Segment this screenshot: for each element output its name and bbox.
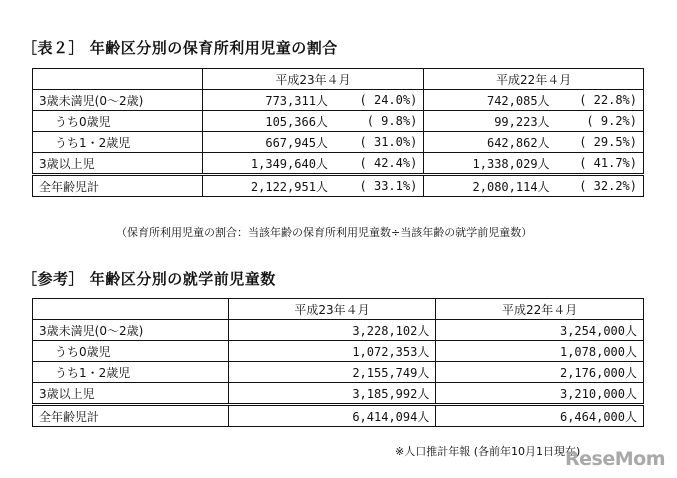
h23-count: 3,185,992人 xyxy=(228,383,436,405)
resemom-logo: ReseMom xyxy=(565,448,665,470)
row-label: 3歳未満児(0～2歳) xyxy=(33,90,203,111)
table-header-row xyxy=(33,69,644,90)
h22-count: 2,080,114人 xyxy=(424,175,556,197)
h23-ratio: ( 9.8%) xyxy=(334,111,424,132)
h22-count: 1,338,029人 xyxy=(424,153,556,175)
table1-note: （保育所利用児童の割合：当該年齢の保育所利用児童数÷当該年齢の就学前児童数） xyxy=(116,226,533,239)
header-h22: 平成22年４月 xyxy=(436,299,644,320)
h23-count: 2,122,951人 xyxy=(202,175,334,197)
h22-count: 742,085人 xyxy=(424,90,556,111)
table-row xyxy=(33,132,644,153)
header-h22: 平成22年４月 xyxy=(424,69,644,90)
preschool-children-table xyxy=(32,298,644,427)
header-blank xyxy=(33,299,229,320)
header-blank xyxy=(33,69,203,90)
row-label: 全年齢児計 xyxy=(33,405,229,427)
row-label: 全年齢児計 xyxy=(33,175,203,197)
table-row xyxy=(33,362,644,383)
h22-ratio: ( 22.8%) xyxy=(556,90,644,111)
header-h23: 平成23年４月 xyxy=(202,69,424,90)
h23-count: 1,349,640人 xyxy=(202,153,334,175)
table-header-row xyxy=(33,299,644,320)
h22-ratio: ( 41.7%) xyxy=(556,153,644,175)
table-row xyxy=(33,341,644,362)
h23-count: 2,155,749人 xyxy=(228,362,436,383)
row-label: 3歳以上児 xyxy=(33,383,229,405)
h23-ratio: ( 42.4%) xyxy=(334,153,424,175)
table-row xyxy=(33,320,644,341)
header-h23: 平成23年４月 xyxy=(228,299,436,320)
h23-ratio: ( 31.0%) xyxy=(334,132,424,153)
table-row xyxy=(33,90,644,111)
table1-title: ［表２］ 年齢区分別の保育所利用児童の割合 xyxy=(22,39,338,57)
row-label: うち1・2歳児 xyxy=(33,132,203,153)
h22-count: 99,223人 xyxy=(424,111,556,132)
h23-ratio: ( 24.0%) xyxy=(334,90,424,111)
h22-count: 1,078,000人 xyxy=(436,341,644,362)
row-label: うち1・2歳児 xyxy=(33,362,229,383)
h22-ratio: ( 29.5%) xyxy=(556,132,644,153)
h23-count: 667,945人 xyxy=(202,132,334,153)
h22-count: 642,862人 xyxy=(424,132,556,153)
h22-ratio: ( 9.2%) xyxy=(556,111,644,132)
h22-count: 3,210,000人 xyxy=(436,383,644,405)
h23-count: 3,228,102人 xyxy=(228,320,436,341)
table-row xyxy=(33,111,644,132)
table2-title: ［参考］ 年齢区分別の就学前児童数 xyxy=(22,270,276,288)
h22-ratio: ( 32.2%) xyxy=(556,175,644,197)
h22-count: 6,464,000人 xyxy=(436,405,644,427)
row-label: 3歳以上児 xyxy=(33,153,203,175)
row-label: 3歳未満児(0～2歳) xyxy=(33,320,229,341)
table-total-row xyxy=(33,175,644,197)
h23-count: 105,366人 xyxy=(202,111,334,132)
h23-count: 773,311人 xyxy=(202,90,334,111)
h22-count: 3,254,000人 xyxy=(436,320,644,341)
row-label: うち0歳児 xyxy=(33,341,229,362)
h23-count: 6,414,094人 xyxy=(228,405,436,427)
table-total-row xyxy=(33,405,644,427)
h23-count: 1,072,353人 xyxy=(228,341,436,362)
table2-source-note: ※人口推計年報 (各前年10月1日現在) xyxy=(395,445,581,458)
table-row xyxy=(33,153,644,175)
h23-ratio: ( 33.1%) xyxy=(334,175,424,197)
h22-count: 2,176,000人 xyxy=(436,362,644,383)
childcare-ratio-table xyxy=(32,68,644,197)
row-label: うち0歳児 xyxy=(33,111,203,132)
table-row xyxy=(33,383,644,405)
